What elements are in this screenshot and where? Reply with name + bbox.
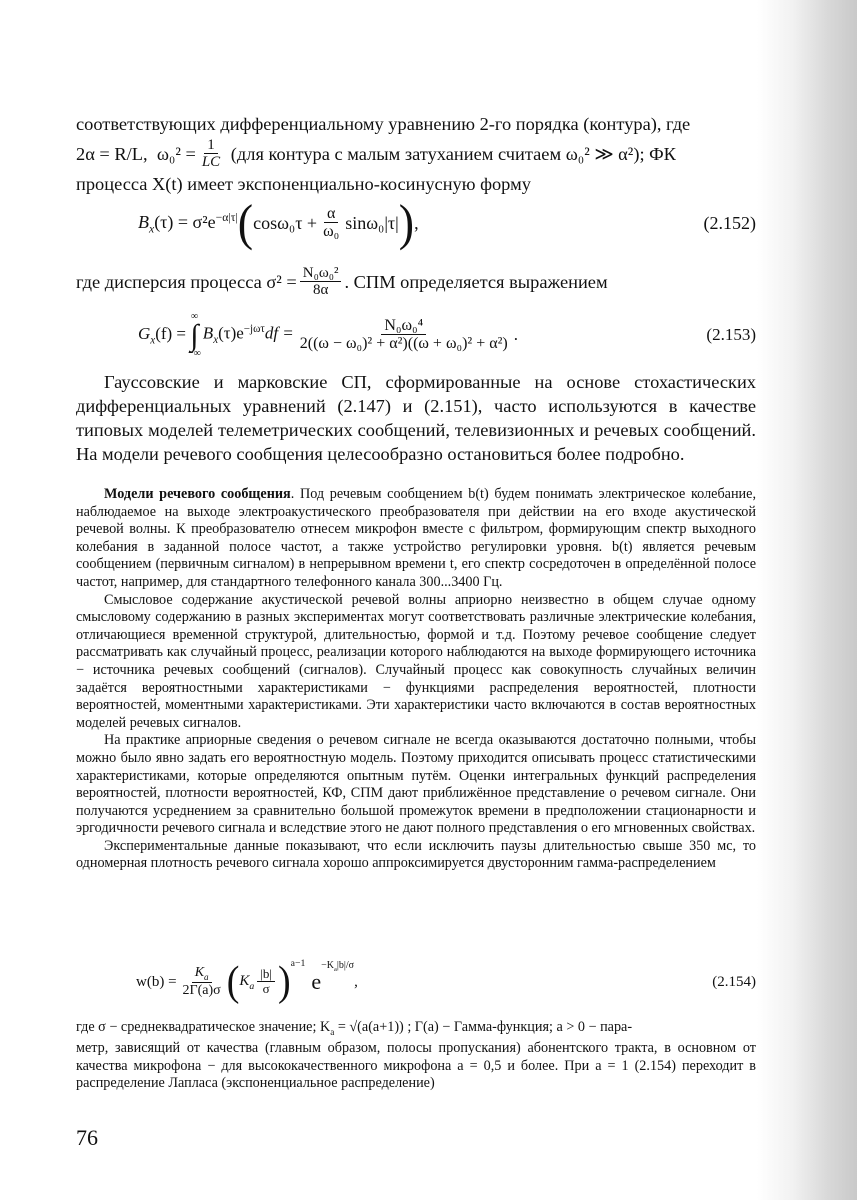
eq154-frac-num (192, 965, 212, 983)
eq153-number: (2.153) (706, 325, 756, 344)
final-line1-rest: = √(a(a+1)) ; Γ(a) − Гамма-функция; a > 0 − пара- (334, 1019, 633, 1035)
eq153-integrand-exp: −jωτ (243, 323, 265, 336)
eq153-integral (188, 312, 201, 359)
eq154-paren-frac-den: σ (262, 981, 270, 997)
variance-tail: . СПМ определяется выражением (344, 272, 608, 292)
final-line1-start: где σ − среднеквадратическое значение; K (76, 1019, 331, 1035)
eq152-tail: , (414, 212, 419, 233)
eq153-int-upper: ∞ (190, 310, 198, 322)
page-number: 76 (76, 1125, 98, 1150)
eq153-tail: . (513, 325, 518, 344)
eq153-lhs-arg: (f) = (155, 323, 187, 343)
eq154-frac-num-sub: a (204, 971, 209, 982)
eq154-power: a−1 (290, 958, 306, 969)
omega-definition: ω₀² = (156, 144, 196, 164)
final-line1 (76, 1014, 756, 1040)
eq152-exp: −α|τ| (215, 210, 238, 224)
eq152-frac-num: α (324, 205, 338, 224)
eq154-exp-sub: a (334, 966, 337, 973)
line2-rest: (для контура с малым затуханием считаем ω₀² ≫ α²); ФК (230, 144, 676, 164)
page-edge-shadow (757, 0, 857, 1200)
eq154-paren-k: K (239, 972, 250, 989)
eq153-integrand-sub: x (213, 334, 219, 347)
eq153-integrand: B (202, 324, 214, 344)
eq152-number: (2.152) (703, 212, 756, 233)
eq154-open-paren: ( (226, 958, 240, 1006)
eq152-close-paren: ) (398, 194, 415, 251)
equation-2-152 (76, 196, 756, 250)
eq154-tail: , (354, 973, 358, 990)
eq154-paren-k-sub: a (249, 980, 255, 992)
eq153-int-lower: −∞ (188, 347, 201, 359)
equation-2-153 (76, 304, 756, 366)
final-line1-sub: a (330, 1026, 335, 1037)
eq152-lhs-arg: (τ) = σ²e (154, 211, 216, 232)
eq154-lhs: w(b) = (136, 973, 177, 990)
eq153-lhs: G (138, 323, 151, 343)
speech-paragraph-3: На практике априорные сведения о речевом сигнале не всегда оказываются достаточно полными, чтобы можно было явно задать его вероятностную модель. Поэтому приходится описывать процесс статистическими характеристиками, которые определяются опытным путём. Оценки интегральных функций распределения вероятностей, плотности вероятностей, КФ, СПМ дают приближённое представление о речевом сигнале. Они получаются усреднением за сравнительно большой промежуток времени в предположении стационарности и эргодичности речевого сигнала и вследствие этого не дают полного представления о его мгновенных свойствах. (76, 732, 756, 837)
speech-paragraph-4: Экспериментальные данные показывают, что если исключить паузы длительностью свыше 350 мс, то одномерная плотность речевого сигнала хорошо аппроксимируется двусторонним гамма-распределением (76, 837, 756, 872)
eq154-number: (2.154) (712, 973, 756, 990)
eq154-fraction (180, 965, 224, 999)
eq152-fraction (320, 205, 342, 242)
final-paragraph (76, 1014, 756, 1093)
eq154-frac-num-k: K (194, 965, 205, 981)
integral-sign: ∫ (190, 318, 199, 352)
eq154-exp: −K (321, 960, 334, 971)
speech-heading: Модели речевого сообщения (104, 486, 291, 502)
eq152-sin-part: sinω₀|τ| (345, 212, 399, 233)
speech-section (76, 486, 756, 873)
eq153-df: df = (264, 324, 294, 344)
variance-text: где дисперсия процесса σ² = (76, 272, 297, 292)
eq152-lhs-sub: x (149, 222, 155, 236)
eq152-cos-part: cosω₀τ + (253, 212, 318, 233)
eq153-integrand-rest: (τ)e (218, 324, 244, 344)
speech-paragraph-2: Смысловое содержание акустической речевой волны априорно неизвестно в общем случае одному смысловому содержанию в разных экспериментах могут соответствовать различные электрические колебания, отличающиеся временной структурой, длительностью, формой и т.д. Поэтому речевое сообщение следует рассматривать как случайный процесс, реализации которого наблюдаются на выходе формирующего источника − источника речевых сообщений (сигналов). Случайный процесс как совокупность случайных величин задаётся вероятностными характеристиками − функциями распределения вероятностей, плотности вероятностей, моментными характеристиками. Эти характеристики часто включаются в состав вероятностных моделей речевых сигналов. (76, 591, 756, 731)
eq152-lhs: B (138, 211, 149, 232)
variance-line (76, 258, 756, 306)
eq154-paren-frac-num: |b| (257, 967, 275, 982)
omega-fraction-num: 1 (204, 137, 218, 155)
variance-fraction (300, 265, 342, 300)
top-paragraph-line3: процесса X(t) имеет экспоненциально-косинусную форму (76, 174, 531, 194)
eq154-frac-den: 2Γ(a)σ (182, 982, 221, 998)
eq152-frac-den: ω₀ (323, 223, 340, 241)
eq154-exp-base: e (311, 969, 322, 994)
speech-paragraph-1 (76, 486, 756, 592)
equation-2-154 (76, 952, 756, 1012)
eq153-frac-den: 2((ω − ω₀)² + α²)((ω + ω₀)² + α²) (299, 335, 508, 353)
gauss-paragraph: Гауссовские и марковские СП, сформированные на основе стохастических дифференциальных уравнений (2.147) и (2.151), часто используются в качестве типовых моделей телеметрических сообщений, телевизионных и речевых сообщений. На модели речевого сообщения целесообразно остановиться более подробно. (76, 372, 756, 464)
top-paragraph-line1: соответствующих дифференциальному уравнению 2-го порядка (контура), где (76, 114, 691, 134)
eq152-open-paren: ( (237, 194, 254, 251)
alpha-definition: 2α = R/L, (76, 144, 148, 164)
omega-fraction-den: LC (201, 154, 221, 171)
eq153-fraction (297, 317, 511, 354)
eq154-close-paren: ) (278, 958, 291, 1006)
final-para-body: метр, зависящий от качества (главным образом, полосы пропускания) абонентского тракта, в основном от качества микрофона − для высококачественного микрофона a = 0,5 и более. При a = 1 (2.154) переходит в распределение Лапласа (экспоненциальное распределение) (76, 1040, 756, 1092)
top-paragraph (76, 112, 756, 196)
eq154-exp-tail: |b|/σ (336, 960, 355, 971)
eq153-frac-num: N₀ω₀⁴ (381, 317, 426, 336)
top-paragraph-line2 (76, 136, 756, 172)
variance-frac-num: N₀ω₀² (300, 265, 342, 283)
omega-fraction (199, 137, 223, 172)
eq154-paren-fraction (257, 967, 275, 997)
variance-frac-den: 8α (312, 282, 329, 299)
speech-para1-text: . Под речевым сообщением b(t) будем понимать электрическое колебание, наблюдаемое на выходе электроакустического преобразователя при действии на его входе акустической речевой волны. К преобразователю отнесем микрофон вместе с фильтром, формирующим спектр выходного колебания в заданной полосе частот, а также устройство регулировки уровня. b(t) является речевым сообщением (первичным сигналом) в непрерывном времени t, его спектр сосредоточен в определённой полосе частот, например, для стандартного телефонного канала 300...3400 Гц. (76, 486, 756, 590)
eq153-lhs-sub: x (150, 334, 156, 347)
